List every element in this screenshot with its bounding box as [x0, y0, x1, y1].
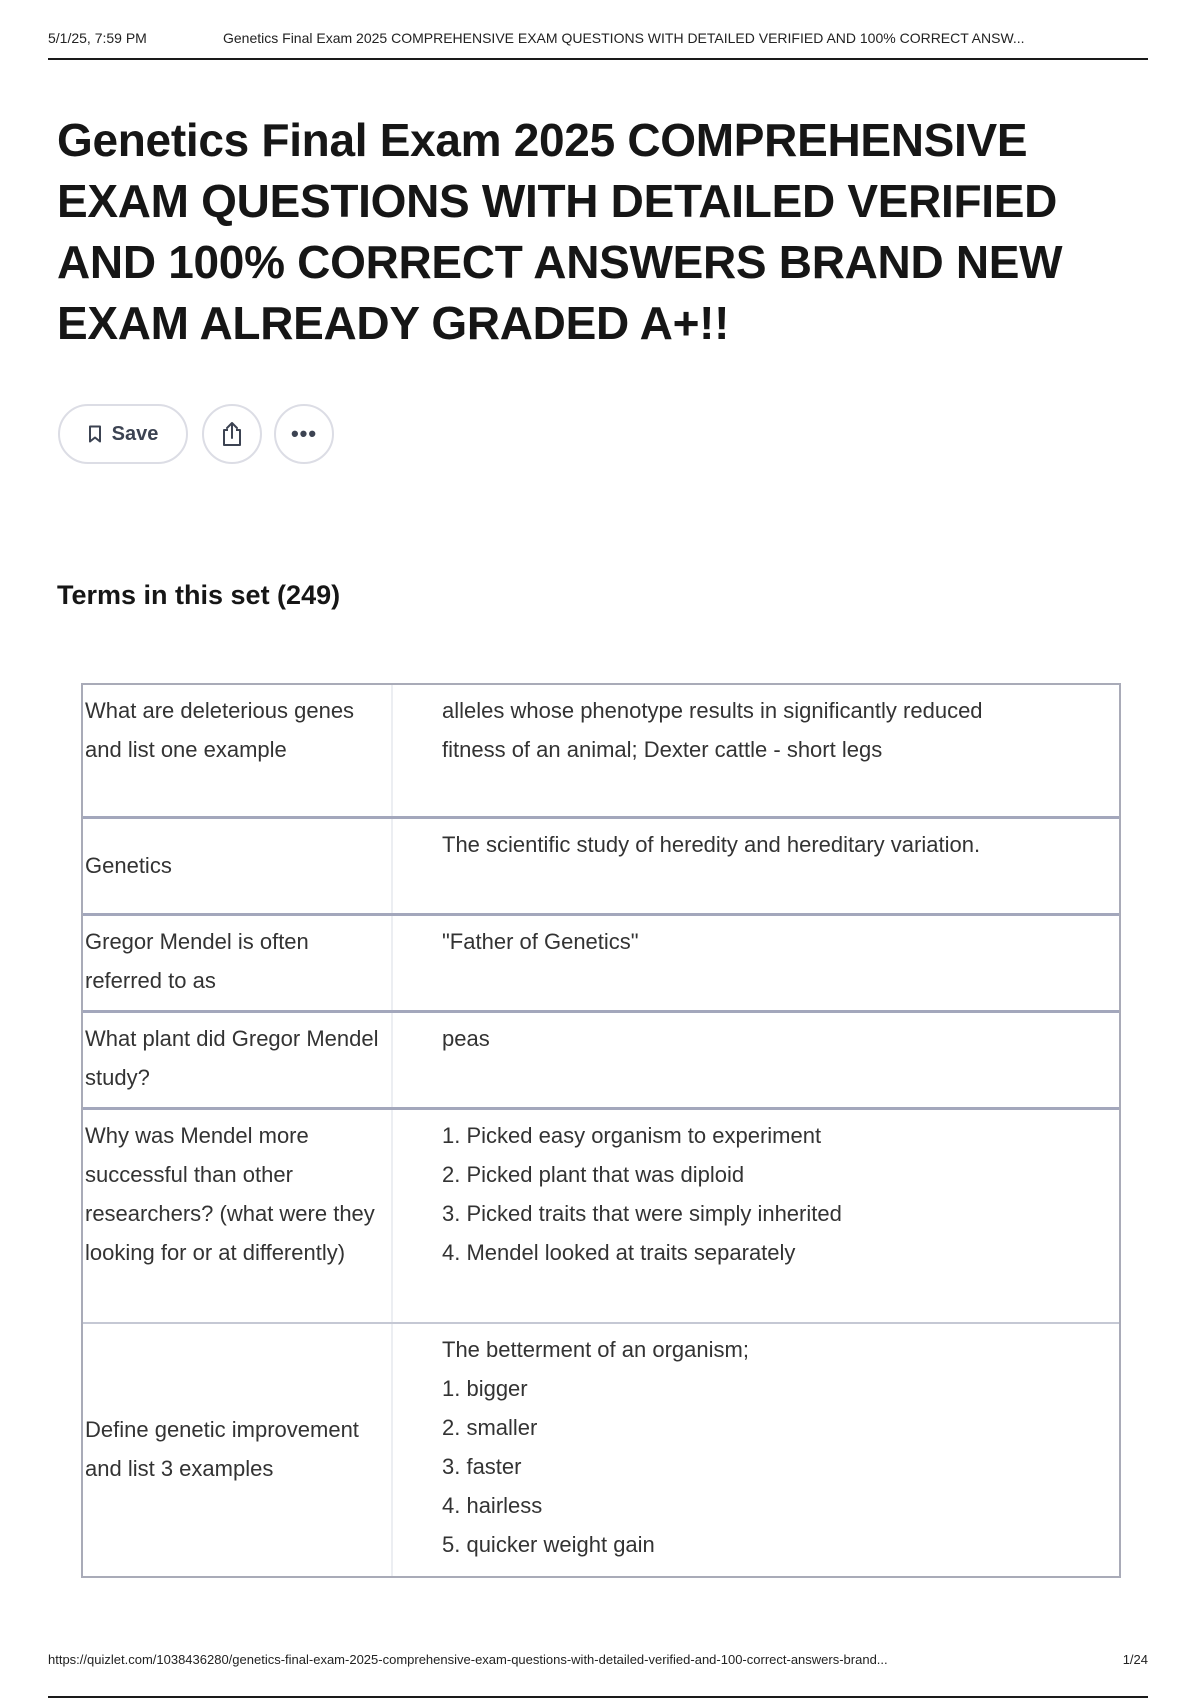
- print-header: [48, 30, 1148, 60]
- term-row: [83, 913, 1119, 1010]
- definition-line: "Father of Genetics": [442, 929, 639, 954]
- print-doc-title: Genetics Final Exam 2025 COMPREHENSIVE EXAM QUESTIONS WITH DETAILED VERIFIED AND 100% CORRECT ANSW...: [223, 30, 1025, 46]
- page-number: 1/24: [1122, 1652, 1148, 1667]
- print-url: https://quizlet.com/1038436280/genetics-final-exam-2025-comprehensive-exam-questions-with-detailed-verified-and-100-correct-answers-brand...: [48, 1652, 888, 1667]
- term-cell: Why was Mendel more successful than other researchers? (what were they looking for or at differently): [83, 1110, 393, 1322]
- definition-cell: [393, 819, 1119, 913]
- term-cell: Define genetic improvement and list 3 examples: [83, 1324, 393, 1576]
- term-row: [83, 1107, 1119, 1322]
- term-cell: What plant did Gregor Mendel study?: [83, 1013, 393, 1107]
- definition-line: alleles whose phenotype results in significantly reduced fitness of an animal; Dexter cattle - short legs: [442, 698, 983, 762]
- more-options-button[interactable]: [274, 404, 334, 464]
- definition-line: The betterment of an organism;: [442, 1337, 749, 1362]
- definition-line: 3. Picked traits that were simply inherited: [442, 1201, 842, 1226]
- definition-line: peas: [442, 1026, 490, 1051]
- bookmark-icon: [88, 425, 102, 443]
- terms-heading: Terms in this set (249): [57, 580, 341, 610]
- term-cell: Gregor Mendel is often referred to as: [83, 916, 393, 1010]
- definition-line: The scientific study of heredity and hereditary variation.: [442, 832, 981, 857]
- definition-cell: [393, 1013, 1119, 1107]
- term-row: [83, 1322, 1119, 1576]
- definition-line: 1. bigger: [442, 1376, 528, 1401]
- definition-cell: [393, 685, 1119, 816]
- definition-cell: [393, 1110, 1119, 1322]
- definition-line: 2. smaller: [442, 1415, 538, 1440]
- page-title: Genetics Final Exam 2025 COMPREHENSIVE EXAM QUESTIONS WITH DETAILED VERIFIED AND 100% CORRECT ANSWERS BRAND NEW EXAM ALREADY GRADED A+!!: [57, 114, 1063, 349]
- save-label: Save: [111, 422, 159, 445]
- term-cell: What are deleterious genes and list one example: [83, 685, 393, 816]
- more-icon: •••: [290, 421, 318, 446]
- term-row: [83, 816, 1119, 913]
- save-button[interactable]: [58, 404, 188, 464]
- term-row: [83, 1010, 1119, 1107]
- definition-line: 2. Picked plant that was diploid: [442, 1162, 745, 1187]
- term-cell: Genetics: [83, 819, 393, 913]
- definition-line: 1. Picked easy organism to experiment: [442, 1123, 822, 1148]
- term-row: [83, 685, 1119, 816]
- definition-cell: [393, 1324, 1119, 1576]
- terms-table: [81, 683, 1121, 1578]
- share-button[interactable]: [202, 404, 262, 464]
- definition-line: 4. hairless: [442, 1493, 543, 1518]
- definition-line: 4. Mendel looked at traits separately: [442, 1240, 796, 1265]
- definition-line: 5. quicker weight gain: [442, 1532, 655, 1557]
- definition-line: 3. faster: [442, 1454, 522, 1479]
- print-footer: [48, 1650, 1148, 1698]
- share-icon: [220, 421, 244, 447]
- definition-cell: [393, 916, 1119, 1010]
- print-date: 5/1/25, 7:59 PM: [48, 30, 147, 46]
